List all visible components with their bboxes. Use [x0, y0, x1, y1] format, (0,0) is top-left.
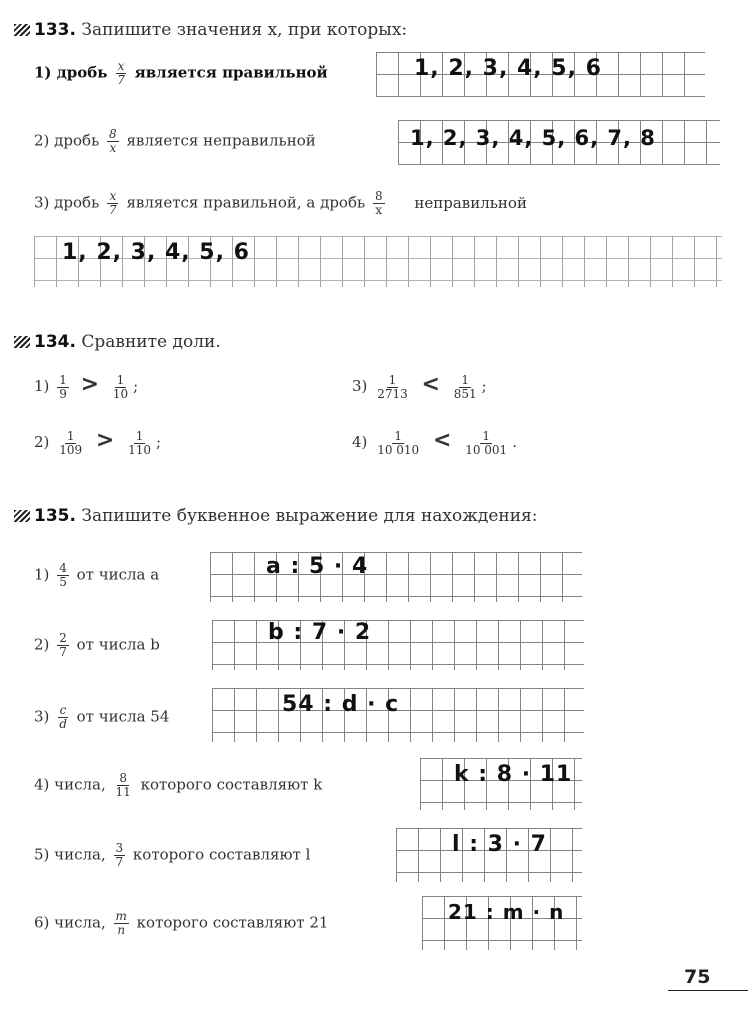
comparison-sign: <	[432, 428, 452, 453]
task-135-item-5: 5) числа, $\frac{3}{7}$ которого составляют l	[34, 841, 311, 869]
task-134-item-3: 3) $\frac{1}{2713}$ < $\frac{1}{851}$ ;	[352, 372, 487, 401]
handwritten-answer: 1, 2, 3, 4, 5, 6	[62, 240, 250, 265]
task-134-title	[14, 332, 221, 352]
task-135-item-1: 1) $\frac{4}{5}$ от числа a	[34, 561, 160, 589]
task-number: 134.	[34, 332, 76, 352]
item-label: 3) дробь	[34, 193, 100, 212]
task-133-title	[14, 20, 407, 40]
item-label: 1) дробь	[34, 63, 108, 82]
task-133-item-2	[34, 128, 316, 155]
page-number-underline	[668, 990, 748, 991]
item-text: является неправильной	[126, 131, 316, 150]
task-number: 133.	[34, 20, 76, 40]
task-135-item-4: 4) числа, $\frac{8}{11}$ которого составляют k	[34, 771, 323, 799]
comparison-sign: >	[80, 372, 100, 397]
fraction: $\frac{x}{7}$	[109, 189, 117, 217]
fraction: $\frac{8}{x}$	[374, 189, 383, 217]
item-text: является правильной	[134, 63, 328, 82]
handwritten-answer: 1, 2, 3, 4, 5, 6	[414, 56, 602, 81]
page-number: 75	[684, 966, 711, 988]
handwritten-answer: b : 7 · 2	[268, 620, 372, 645]
task-number: 135.	[34, 506, 76, 526]
task-133-item-3	[34, 190, 527, 217]
task-text: Сравните доли.	[81, 332, 221, 352]
item-text: неправильной	[414, 193, 527, 212]
handwritten-answer: 21 : m · n	[448, 900, 565, 924]
comparison-sign: <	[421, 372, 440, 397]
task-icon	[14, 336, 30, 348]
task-icon	[14, 24, 30, 36]
task-135-item-6: 6) числа, $\frac{m}{n}$ которого составляют 21	[34, 909, 329, 937]
task-133-item-1	[34, 60, 328, 87]
handwritten-answer: l : 3 · 7	[452, 832, 547, 857]
task-text: Запишите буквенное выражение для нахождения:	[81, 506, 538, 526]
fraction: $\frac{8}{x}$	[109, 127, 117, 155]
task-135-item-2: 2) $\frac{2}{7}$ от числа b	[34, 631, 160, 659]
fraction: $\frac{x}{7}$	[117, 59, 125, 87]
item-label: 2) дробь	[34, 131, 100, 150]
handwritten-answer: k : 8 · 11	[454, 762, 573, 787]
task-134-item-2: 2) $\frac{1}{109}$ > $\frac{1}{110}$ ;	[34, 428, 162, 457]
item-text: является правильной, а дробь	[126, 193, 366, 212]
task-135-item-3: 3) $\frac{c}{d}$ от числа 54	[34, 703, 170, 731]
task-icon	[14, 510, 30, 522]
task-134-item-1: 1) $\frac{1}{9}$ > $\frac{1}{10}$ ;	[34, 372, 139, 401]
task-text: Запишите значения x, при которых:	[81, 20, 408, 40]
handwritten-answer: 1, 2, 3, 4, 5, 6, 7, 8	[410, 126, 656, 150]
task-134-item-4: 4) $\frac{1}{10 010}$ < $\frac{1}{10 001}$ .	[352, 428, 517, 457]
handwritten-answer: a : 5 · 4	[266, 554, 369, 579]
handwritten-answer: 54 : d · c	[282, 692, 400, 717]
task-135-title	[14, 506, 538, 526]
comparison-sign: >	[95, 428, 115, 453]
